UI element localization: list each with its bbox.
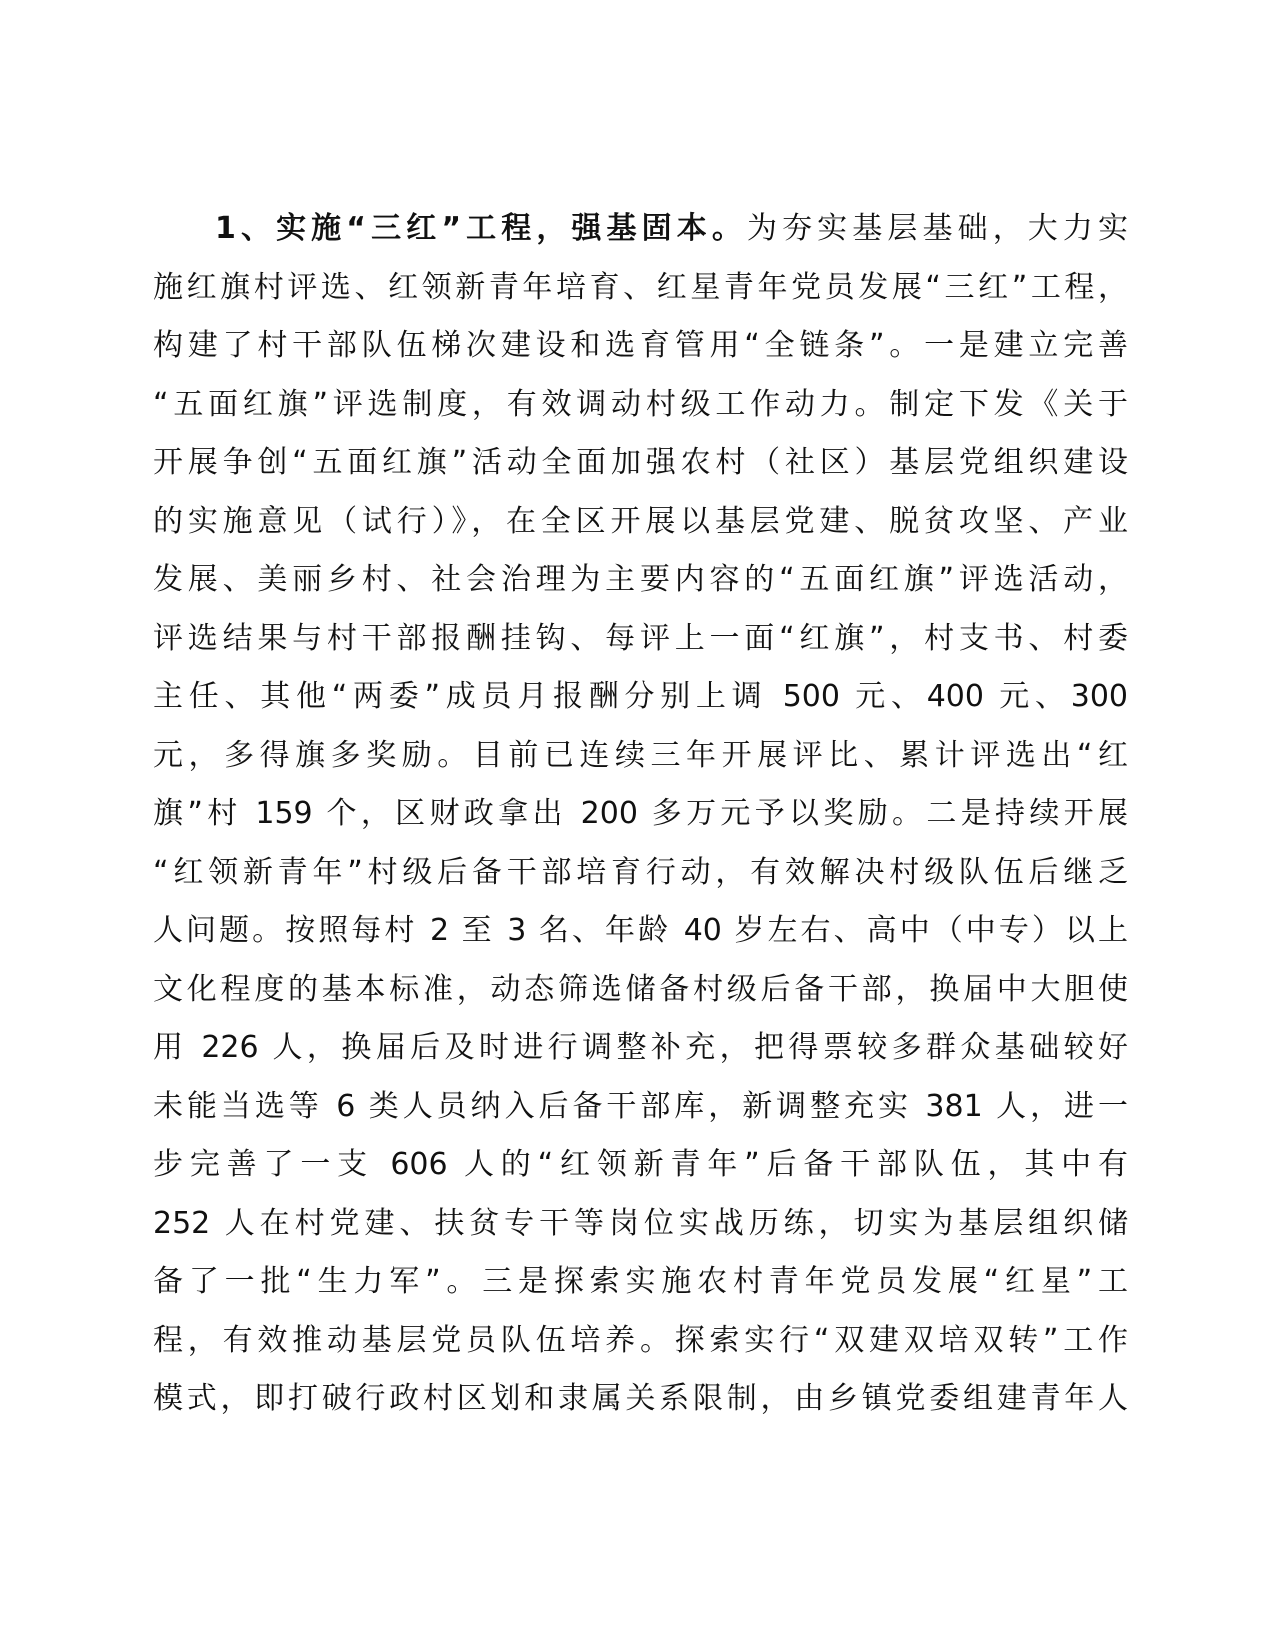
text-line: 的实施意见（试行）》，在全区开展以基层党建、脱贫攻坚、产业 bbox=[153, 503, 1128, 539]
text-line: 主任、其他“两委”成员月报酬分别上调 500 元、400 元、300 bbox=[153, 679, 1128, 714]
text-line: 人问题。按照每村 2 至 3 名、年龄 40 岁左右、高中（中专）以上 bbox=[153, 913, 1128, 948]
text-line: 文化程度的基本标准，动态筛选储备村级后备干部，换届中大胆使 bbox=[153, 971, 1128, 1007]
text-line: 开展争创“五面红旗”活动全面加强农村（社区）基层党组织建设 bbox=[153, 445, 1128, 480]
text-line: 程，有效推动基层党员队伍培养。探索实行“双建双培双转”工作 bbox=[153, 1322, 1128, 1358]
section-heading: 1、实施“三红”工程，强基固本。 bbox=[215, 211, 747, 246]
text-line: “五面红旗”评选制度，有效调动村级工作动力。制定下发《关于 bbox=[153, 386, 1128, 422]
text-line: 旗”村 159 个，区财政拿出 200 多万元予以奖励。二是持续开展 bbox=[153, 796, 1128, 831]
paragraph-first-line bbox=[153, 200, 1128, 259]
text-line: “红领新青年”村级后备干部培育行动，有效解决村级队伍后继乏 bbox=[153, 854, 1128, 890]
first-line-text: 为夯实基层基础，大力实 bbox=[746, 211, 1129, 246]
body-paragraph bbox=[153, 200, 1128, 1429]
text-line: 用 226 人，换届后及时进行调整补充，把得票较多群众基础较好 bbox=[153, 1030, 1128, 1065]
text-line: 备了一批“生力军”。三是探索实施农村青年党员发展“红星”工 bbox=[153, 1264, 1128, 1299]
text-line: 步完善了一支 606 人的“红领新青年”后备干部队伍，其中有 bbox=[153, 1147, 1128, 1182]
text-line: 未能当选等 6 类人员纳入后备干部库，新调整充实 381 人，进一 bbox=[153, 1088, 1128, 1124]
text-line: 评选结果与村干部报酬挂钩、每评上一面“红旗”，村支书、村委 bbox=[153, 620, 1128, 656]
text-line: 构建了村干部队伍梯次建设和选育管用“全链条”。一是建立完善 bbox=[153, 328, 1128, 363]
text-line: 252 人在村党建、扶贫专干等岗位实战历练，切实为基层组织储 bbox=[153, 1205, 1128, 1241]
text-line: 施红旗村评选、红领新青年培育、红星青年党员发展“三红”工程， bbox=[153, 269, 1128, 305]
text-line: 发展、美丽乡村、社会治理为主要内容的“五面红旗”评选活动， bbox=[153, 562, 1128, 597]
text-line: 元，多得旗多奖励。目前已连续三年开展评比、累计评选出“红 bbox=[153, 737, 1128, 773]
text-line: 模式，即打破行政村区划和隶属关系限制，由乡镇党委组建青年人 bbox=[153, 1381, 1128, 1416]
